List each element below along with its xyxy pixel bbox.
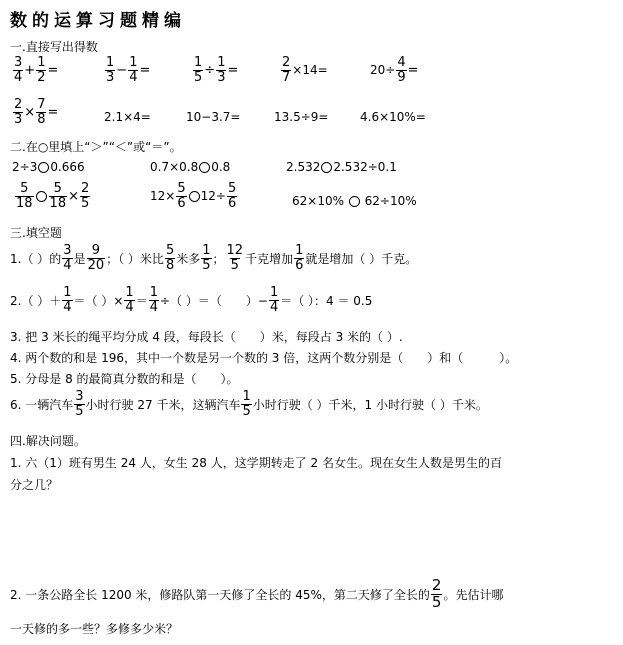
s4-p2-line1: 2. 一条公路全长 1200 米，修路队第一天修了全长的 45%，第二天修了全长的 $\frac{2}{5}$ 。先估计哪 (10, 576, 504, 611)
section2-heading: 二.在○里填上“＞”“＜”或“＝”。 (10, 140, 182, 154)
s1-q7: 2.1×4= (104, 110, 151, 124)
compare-circle[interactable] (321, 162, 332, 173)
section4-heading: 四.解决问题。 (10, 434, 86, 448)
s1-q1: $\frac{3}{4}$ + $\frac{1}{2}$ = (14, 55, 59, 85)
s2-c4: $\frac{5}{18}$ $\frac{5}{18}$ × $\frac{2}{5}$ (16, 181, 90, 211)
s2-c5: 12× $\frac{5}{6}$ 12÷ $\frac{5}{6}$ (150, 181, 237, 211)
s1-q8: 10−3.7= (186, 110, 241, 124)
s2-c3: 2.532 2.532÷0.1 (286, 160, 397, 174)
s4-p1-line2: 分之几？ (10, 478, 59, 492)
section3-heading: 三.填空题 (10, 226, 62, 240)
compare-circle[interactable] (199, 162, 210, 173)
s2-c6: 62×10% 62÷10% (292, 194, 417, 208)
s3-f6: 6. 一辆汽车 $\frac{3}{5}$ 小时行驶 27 千米，这辆汽车 $\frac{1}{5}$ 小时行驶（ ）千米，1 小时行驶（ ）千米。 (10, 389, 488, 419)
s1-q5: 20÷ $\frac{4}{9}$ = (370, 55, 419, 85)
s3-f3: 3. 把 3 米长的绳平均分成 4 段，每段长（ ）米，每段占 3 米的（ ）. (10, 330, 403, 344)
s1-q6: $\frac{2}{3}$ × $\frac{7}{8}$ = (14, 97, 59, 127)
s1-q2: $\frac{1}{3}$ − $\frac{1}{4}$ = (106, 55, 151, 85)
s3-f2: 2.（ ）＋ $\frac{1}{4}$ ＝（ ）× $\frac{1}{4}$ ＝ $\frac{1}{4}$ ÷（ ）＝（ ）− $\frac{1}{4}$ ＝（ ）：4 ＝ 0.5 (10, 285, 373, 315)
compare-circle[interactable] (38, 162, 49, 173)
page-title: 数的运算习题精编 (10, 11, 186, 31)
s1-q3: $\frac{1}{5}$ ÷ $\frac{1}{3}$ = (194, 55, 239, 85)
s2-c1: 2÷3 0.666 (12, 160, 85, 174)
compare-circle[interactable] (36, 191, 47, 202)
s3-f4: 4. 两个数的和是 196，其中一个数是另一个数的 3 倍，这两个数分别是（ ）和（ ）。 (10, 351, 518, 365)
s1-q4: $\frac{2}{7}$ ×14= (282, 55, 328, 85)
s1-q9: 13.5÷9= (274, 110, 329, 124)
s3-f5: 5. 分母是 8 的最简真分数的和是（ ）。 (10, 372, 239, 386)
compare-circle[interactable] (189, 191, 200, 202)
s2-c2: 0.7×0.8 0.8 (150, 160, 231, 174)
s3-f1: 1.（ ）的 $\frac{3}{4}$ 是 $\frac{9}{20}$ ；（ ）米比 $\frac{5}{8}$ 米多 $\frac{1}{5}$ ； $\frac{12}{5}$ 千克增加 $\frac{1}{6}$ 就是增加（ ）千克。 (10, 243, 418, 273)
s1-q10: 4.6×10%= (360, 110, 426, 124)
section1-heading: 一.直接写出得数 (10, 40, 98, 54)
s4-p2-line2: 一天修的多一些？多修多少米？ (10, 622, 179, 636)
s4-p1-line1: 1. 六（1）班有男生 24 人，女生 28 人，这学期转走了 2 名女生。现在女生人数是男生的百 (10, 456, 502, 470)
compare-circle[interactable] (349, 196, 360, 207)
